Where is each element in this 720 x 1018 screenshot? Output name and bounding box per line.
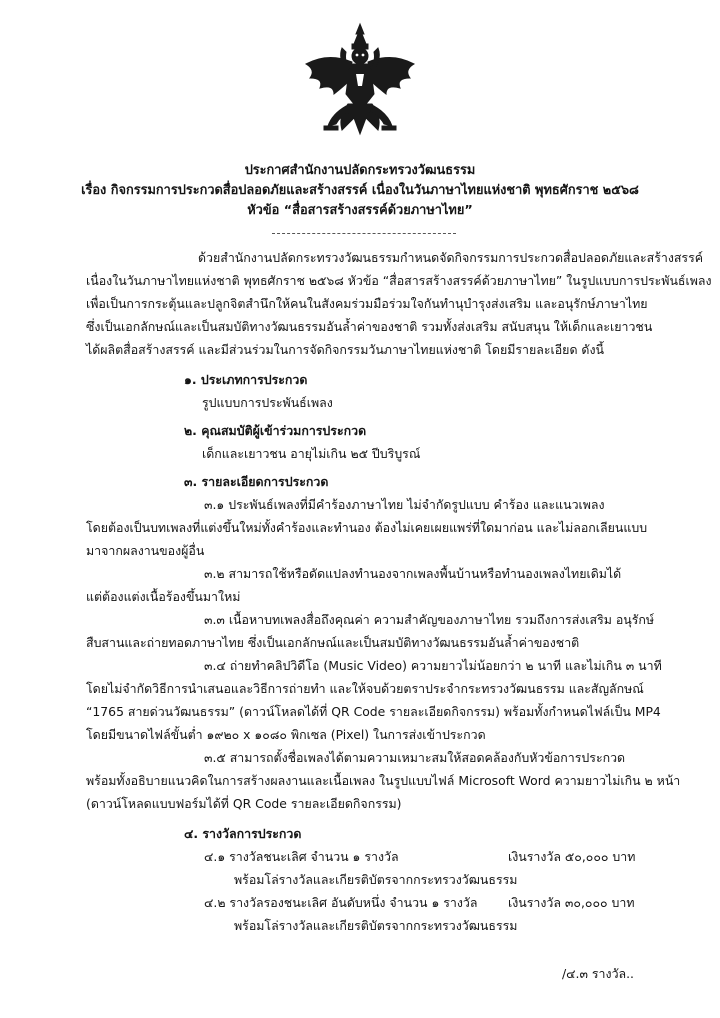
item-3-2-line: ๓.๒ สามารถใช้หรือดัดแปลงทำนองจากเพลงพื้นบ้านหรือทำนองเพลงไทยเดิมได้	[204, 566, 622, 581]
section-4-heading: ๔. รางวัลการประกวด	[184, 826, 302, 841]
item-3-4-line: โดยไม่จำกัดวิธีการนำเสนอและวิธีการถ่ายทำ และให้จบด้วยตราประจำกระทรวงวัฒนธรรม และสัญลักษณ์	[86, 681, 644, 696]
award-1-title: ๔.๑ รางวัลชนะเลิศ จำนวน ๑ รางวัล	[204, 849, 399, 864]
item-3-5-line: ๓.๕ สามารถตั้งชื่อเพลงได้ตามความเหมาะสมให้สอดคล้องกับหัวข้อการประกวด	[204, 750, 626, 765]
document-topic: หัวข้อ “สื่อสารสร้างสรรค์ด้วยภาษาไทย”	[247, 203, 473, 218]
award-1-note: พร้อมโล่รางวัลและเกียรติบัตรจากกระทรวงวัฒนธรรม	[234, 872, 518, 887]
intro-line: เพื่อเป็นการกระตุ้นและปลูกจิตสำนึกให้คนในสังคมร่วมมือร่วมใจกันทำนุบำรุงส่งเสริม และอนุรักษ์ภาษาไทย	[86, 296, 648, 311]
section-2-body: เด็กและเยาวชน อายุไม่เกิน ๒๕ ปีบริบูรณ์	[202, 446, 421, 461]
section-1-body: รูปแบบการประพันธ์เพลง	[202, 395, 333, 410]
award-2-title: ๔.๒ รางวัลรองชนะเลิศ อันดับหนึ่ง จำนวน ๑ รางวัล	[204, 895, 478, 910]
award-1-amount: เงินรางวัล ๕๐,๐๐๐ บาท	[508, 849, 636, 864]
page-continuation: /๔.๓ รางวัล..	[562, 966, 634, 981]
item-3-4-line: ๓.๔ ถ่ายทำคลิปวิดีโอ (Music Video) ความยาวไม่น้อยกว่า ๒ นาที และไม่เกิน ๓ นาที	[204, 658, 662, 673]
section-1-heading: ๑. ประเภทการประกวด	[184, 372, 308, 387]
item-3-1-line: มาจากผลงานของผู้อื่น	[86, 543, 205, 558]
document-title: ประกาศสำนักงานปลัดกระทรวงวัฒนธรรม	[244, 163, 476, 178]
item-3-4-line: โดยมีขนาดไฟล์ขั้นต่ำ ๑๙๒๐ x ๑๐๘๐ พิกเซล (Pixel) ในการส่งเข้าประกวด	[86, 727, 486, 742]
intro-line: ซึ่งเป็นเอกลักษณ์และเป็นสมบัติทางวัฒนธรรมอันล้ำค่าของชาติ รวมทั้งส่งเสริม สนับสนุน ให้เด็กและเยาวชน	[86, 319, 653, 334]
intro-line: ได้ผลิตสื่อสร้างสรรค์ และมีส่วนร่วมในการจัดกิจกรรมวันภาษาไทยแห่งชาติ โดยมีรายละเอียด ดังนี้	[86, 342, 604, 357]
item-3-4-line: “1765 สายด่วนวัฒนธรรม” (ดาวน์โหลดได้ที่ QR Code รายละเอียดกิจกรรม) พร้อมทั้งกำหนดไฟล์เป็น MP4	[86, 704, 661, 719]
item-3-5-line: (ดาวน์โหลดแบบฟอร์มได้ที่ QR Code รายละเอียดกิจกรรม)	[86, 796, 402, 811]
document-subject: เรื่อง กิจกรรมการประกวดสื่อปลอดภัยและสร้างสรรค์ เนื่องในวันภาษาไทยแห่งชาติ พุทธศักราช ๒๕๖๘	[81, 183, 639, 198]
item-3-1-line: ๓.๑ ประพันธ์เพลงที่มีคำร้องภาษาไทย ไม่จำกัดรูปแบบ คำร้อง และแนวเพลง	[204, 497, 605, 512]
garuda-emblem-icon	[298, 22, 422, 144]
intro-line: เนื่องในวันภาษาไทยแห่งชาติ พุทธศักราช ๒๕๖๘ หัวข้อ “สื่อสารสร้างสรรค์ด้วยภาษาไทย” ในรูปแบบการประพันธ์เพลง	[86, 273, 712, 288]
item-3-2-line: แต่ต้องแต่งเนื้อร้องขึ้นมาใหม่	[86, 589, 241, 604]
item-3-1-line: โดยต้องเป็นบทเพลงที่แต่งขึ้นใหม่ทั้งคำร้องและทำนอง ต้องไม่เคยเผยแพร่ที่ใดมาก่อน และไม่ลอกเลียนแบบ	[86, 520, 648, 535]
item-3-3-line: ๓.๓ เนื้อหาบทเพลงสื่อถึงคุณค่า ความสำคัญของภาษาไทย รวมถึงการส่งเสริม อนุรักษ์	[204, 612, 655, 627]
item-3-3-line: สืบสานและถ่ายทอดภาษาไทย ซึ่งเป็นเอกลักษณ์และเป็นสมบัติทางวัฒนธรรมอันล้ำค่าของชาติ	[86, 635, 580, 650]
header-divider	[272, 233, 456, 234]
section-2-heading: ๒. คุณสมบัติผู้เข้าร่วมการประกวด	[184, 423, 367, 438]
intro-line: ด้วยสำนักงานปลัดกระทรวงวัฒนธรรมกำหนดจัดกิจกรรมการประกวดสื่อปลอดภัยและสร้างสรรค์	[198, 250, 704, 265]
award-2-note: พร้อมโล่รางวัลและเกียรติบัตรจากกระทรวงวัฒนธรรม	[234, 918, 518, 933]
section-3-heading: ๓. รายละเอียดการประกวด	[184, 474, 329, 489]
item-3-5-line: พร้อมทั้งอธิบายแนวคิดในการสร้างผลงานและเนื้อเพลง ในรูปแบบไฟล์ Microsoft Word ความยาวไม่เกิน ๒ หน้า	[86, 773, 681, 788]
award-2-amount: เงินรางวัล ๓๐,๐๐๐ บาท	[508, 895, 635, 910]
